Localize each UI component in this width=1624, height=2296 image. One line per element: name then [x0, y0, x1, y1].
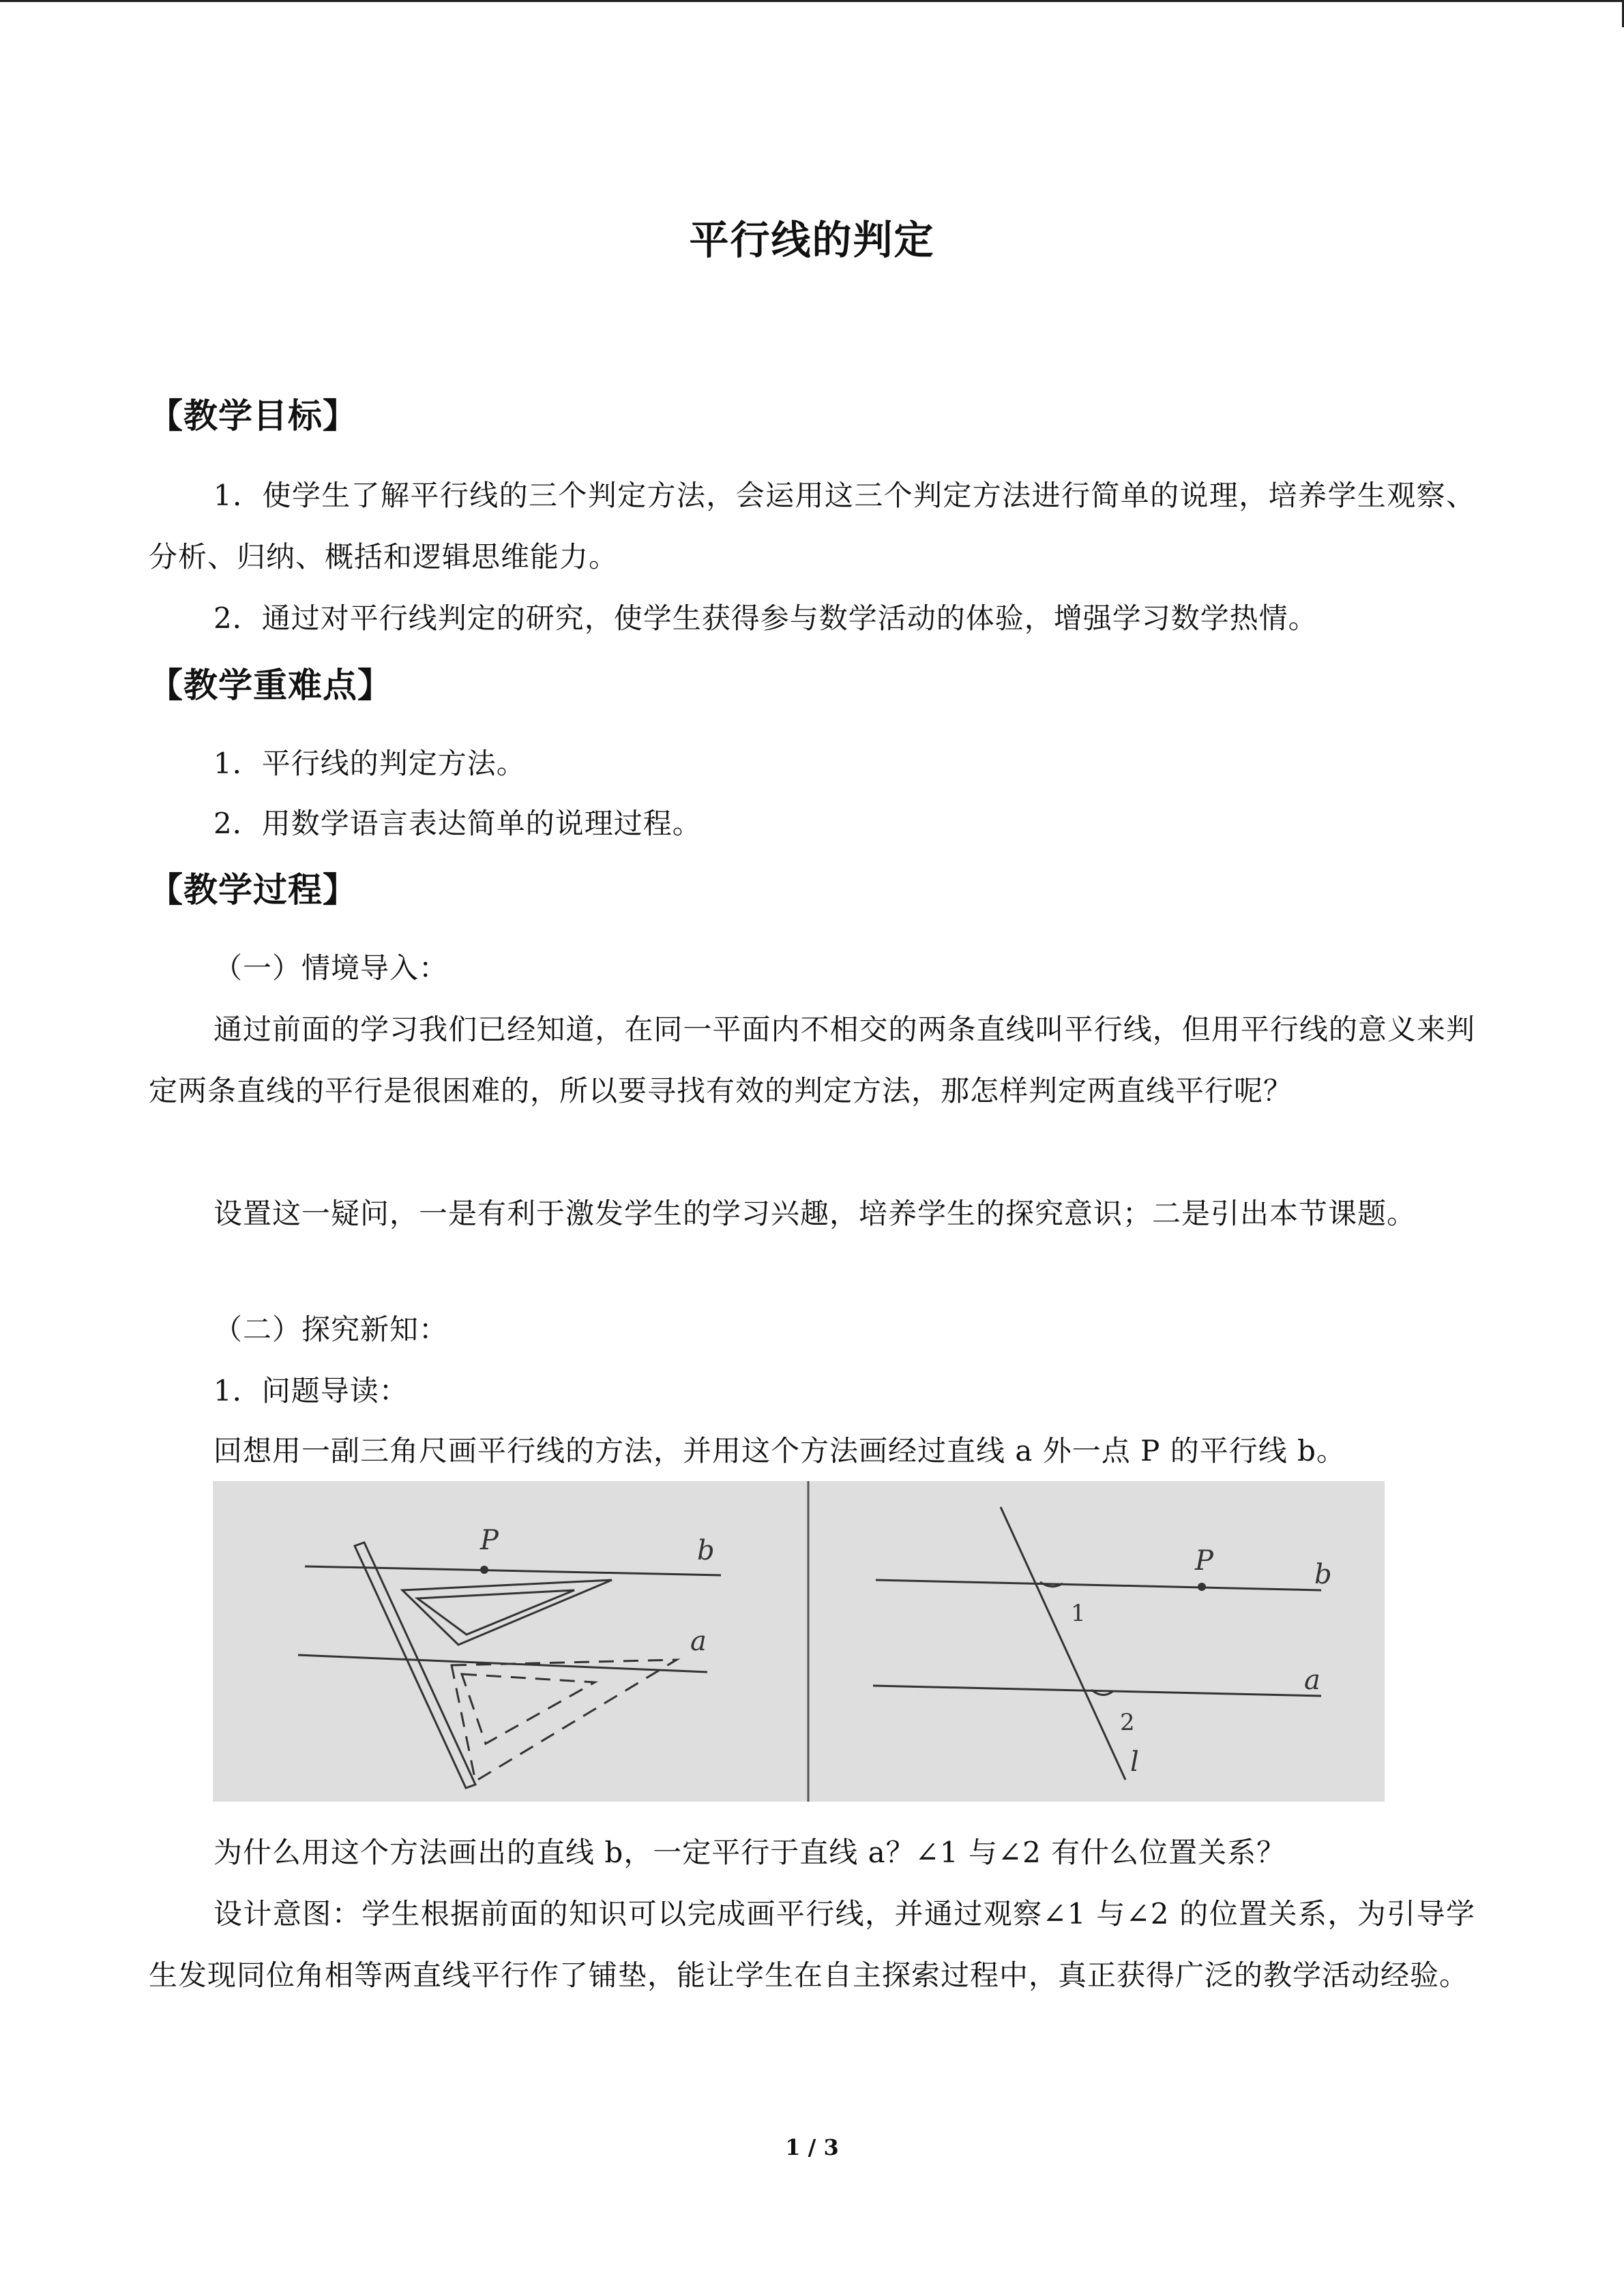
- document-title: 平行线的判定: [689, 217, 935, 263]
- heading-teaching-goals: 【教学目标】: [149, 396, 357, 436]
- label-line-l: l: [1130, 1746, 1139, 1778]
- line-l: [1001, 1507, 1125, 1780]
- heading-teaching-process: 【教学过程】: [149, 870, 357, 910]
- question-paragraph: 回想用一副三角尺画平行线的方法，并用这个方法画经过直线 a 外一点 P 的平行线 b。: [213, 1434, 1346, 1467]
- design-intent-paragraph: 设置这一疑问，一是有利于激发学生的学习兴趣，培养学生的探究意识；二是引出本节课题。: [213, 1197, 1417, 1230]
- triangle-ruler-dashed: [452, 1660, 677, 1781]
- label-point-p: P: [480, 1525, 499, 1556]
- label-line-a-right: a: [1304, 1665, 1320, 1696]
- figure-parallel-lines: [213, 1481, 1385, 1802]
- label-line-b-right: b: [1314, 1559, 1332, 1590]
- triangle-ruler-solid: [402, 1580, 612, 1645]
- right-panel-diagram: [873, 1507, 1321, 1780]
- subheading-explore: （二）探究新知：: [213, 1313, 449, 1346]
- goal-item-2: 2．通过对平行线判定的研究，使学生获得参与数学活动的体验，增强学习数学热情。: [213, 601, 1318, 635]
- subheading-intro: （一）情境导入：: [213, 951, 449, 985]
- label-angle-2: 2: [1120, 1709, 1135, 1736]
- key-point-2: 2．用数学语言表达简单的说理过程。: [213, 807, 702, 840]
- triangle-ruler-dashed-inner: [462, 1674, 595, 1744]
- point-p-marker: [480, 1566, 488, 1574]
- goal-item-1: 1．使学生了解平行线的三个判定方法，会运用这三个判定方法进行简单的说理，培养学生观察、分析、归纳、概括和逻辑思维能力。: [149, 479, 1475, 573]
- point-p-right-marker: [1198, 1583, 1206, 1591]
- figure-parallel-lines-drawing: [213, 1481, 1385, 1802]
- label-angle-1: 1: [1071, 1600, 1086, 1627]
- design-intent-2-paragraph: 设计意图：学生根据前面的知识可以完成画平行线，并通过观察∠1 与∠2 的位置关系，为引导学生发现同位角相等两直线平行作了铺垫，能让学生在自主探索过程中，真正获得广泛的教学活动经验。: [149, 1897, 1475, 1992]
- key-point-1: 1．平行线的判定方法。: [213, 747, 526, 780]
- label-line-a: a: [690, 1626, 707, 1657]
- intro-paragraph: 通过前面的学习我们已经知道，在同一平面内不相交的两条直线叫平行线，但用平行线的意义来判定两条直线的平行是很困难的，所以要寻找有效的判定方法，那怎样判定两直线平行呢？: [149, 1013, 1475, 1107]
- page-border: [0, 0, 1624, 2]
- question-angles-paragraph: 为什么用这个方法画出的直线 b，一定平行于直线 a？∠1 与∠2 有什么位置关系？: [213, 1836, 1286, 1869]
- subheading-question-guide: 1．问题导读：: [213, 1374, 409, 1407]
- label-point-p-right: P: [1195, 1545, 1213, 1577]
- line-b-right: [876, 1580, 1321, 1590]
- heading-key-points: 【教学重难点】: [149, 666, 392, 705]
- left-panel-diagram: [298, 1542, 721, 1788]
- label-line-b: b: [697, 1535, 715, 1566]
- page-number: 1 / 3: [785, 2134, 839, 2160]
